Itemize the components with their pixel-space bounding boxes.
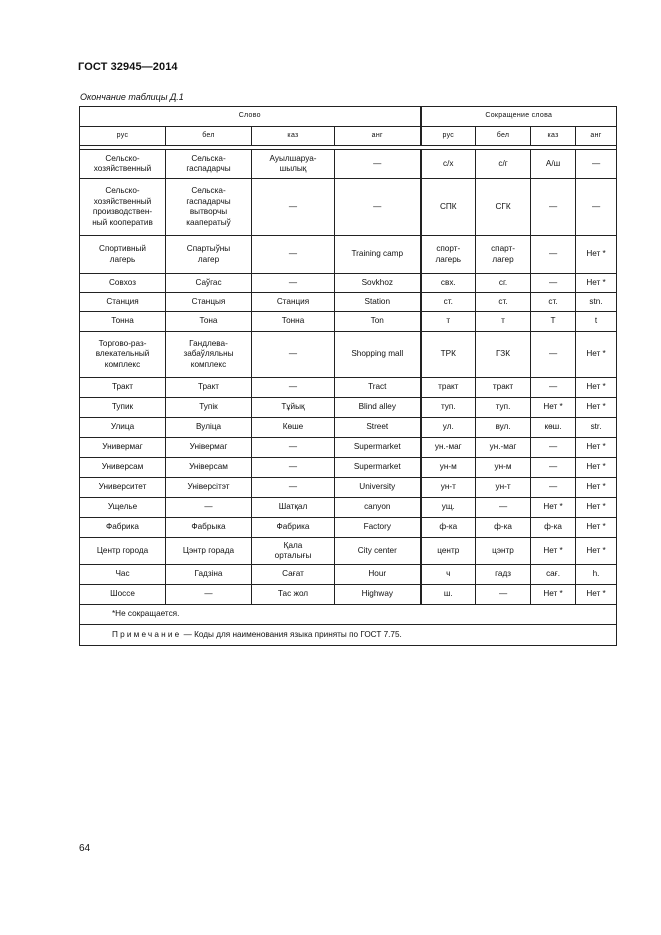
- table-row: [80, 518, 617, 538]
- table-cell: Нет *: [576, 438, 617, 458]
- table-note: [80, 625, 617, 646]
- table-cell: —: [531, 332, 576, 378]
- table-cell: ун.-маг: [476, 438, 531, 458]
- table-cell: Станция: [80, 293, 166, 312]
- table-cell: ун-м: [421, 458, 476, 478]
- table-cell: stn.: [576, 293, 617, 312]
- table-cell: ст.: [531, 293, 576, 312]
- column-header: каз: [252, 127, 335, 146]
- table-cell: Нет *: [531, 398, 576, 418]
- table-cell: Ton: [335, 312, 421, 332]
- table-cell: ун.-маг: [421, 438, 476, 458]
- table-cell: Нет *: [531, 585, 576, 605]
- table-cell: Нет *: [576, 585, 617, 605]
- table-cell: Tract: [335, 378, 421, 398]
- table-cell: ст.: [421, 293, 476, 312]
- table-cell: Шатқал: [252, 498, 335, 518]
- table-cell: City center: [335, 538, 421, 565]
- table-row: [80, 378, 617, 398]
- table-cell: СПК: [421, 179, 476, 236]
- table-row: [80, 312, 617, 332]
- table-cell: с/г: [476, 150, 531, 179]
- column-header: рус: [421, 127, 476, 146]
- table-cell: ун-т: [476, 478, 531, 498]
- table-cell: —: [166, 585, 252, 605]
- table-row: [80, 150, 617, 179]
- table-cell: Улица: [80, 418, 166, 438]
- table-cell: Тракт: [166, 378, 252, 398]
- table-cell: вул.: [476, 418, 531, 438]
- table-cell: Универмаг: [80, 438, 166, 458]
- table-cell: str.: [576, 418, 617, 438]
- table-cell: Нет *: [531, 538, 576, 565]
- table-cell: Ущелье: [80, 498, 166, 518]
- table-cell: —: [476, 498, 531, 518]
- table-cell: Тупік: [166, 398, 252, 418]
- table-cell: Нет *: [576, 518, 617, 538]
- table-cell: Blind alley: [335, 398, 421, 418]
- table-cell: ф-ка: [531, 518, 576, 538]
- table-cell: —: [531, 378, 576, 398]
- table-cell: Спортивный лагерь: [80, 236, 166, 274]
- table-cell: Тона: [166, 312, 252, 332]
- table-cell: тракт: [421, 378, 476, 398]
- table-row: [80, 585, 617, 605]
- table-cell: гадз: [476, 565, 531, 585]
- table-cell: —: [531, 274, 576, 293]
- table-cell: —: [252, 378, 335, 398]
- table-cell: Сельско- хозяйственный производствен- ный кооператив: [80, 179, 166, 236]
- table-cell: сг.: [476, 274, 531, 293]
- table-cell: сағ.: [531, 565, 576, 585]
- table-cell: Тонна: [80, 312, 166, 332]
- table-cell: —: [252, 236, 335, 274]
- table-cell: Совхоз: [80, 274, 166, 293]
- table-cell: Сағат: [252, 565, 335, 585]
- table-cell: —: [576, 150, 617, 179]
- table-cell: ул.: [421, 418, 476, 438]
- table-cell: ГЗК: [476, 332, 531, 378]
- table-cell: туп.: [476, 398, 531, 418]
- table-cell: Універсітэт: [166, 478, 252, 498]
- column-header: рус: [80, 127, 166, 146]
- table-cell: Университет: [80, 478, 166, 498]
- table-cell: Універсам: [166, 458, 252, 478]
- table-row: [80, 418, 617, 438]
- column-header: анг: [335, 127, 421, 146]
- table-cell: Hour: [335, 565, 421, 585]
- note-label: Примечание: [112, 629, 182, 639]
- table-cell: спорт- лагерь: [421, 236, 476, 274]
- group-header-abbreviation: Сокращение слова: [421, 107, 617, 127]
- page-number: 64: [79, 843, 91, 854]
- table-cell: —: [335, 150, 421, 179]
- table-cell: —: [252, 478, 335, 498]
- table-cell: Саўгас: [166, 274, 252, 293]
- table-cell: тракт: [476, 378, 531, 398]
- table-cell: ф-ка: [421, 518, 476, 538]
- table-cell: с/х: [421, 150, 476, 179]
- table-cell: —: [476, 585, 531, 605]
- table-cell: Сельско- хозяйственный: [80, 150, 166, 179]
- table-cell: —: [335, 179, 421, 236]
- table-cell: —: [576, 179, 617, 236]
- column-header: анг: [576, 127, 617, 146]
- table-cell: Цэнтр горада: [166, 538, 252, 565]
- table-cell: Фабрика: [80, 518, 166, 538]
- document-header: ГОСТ 32945—2014: [78, 61, 178, 73]
- table-cell: Нет *: [576, 378, 617, 398]
- table-cell: —: [531, 458, 576, 478]
- table-cell: Сельска- гаспадарчы вытворчы кааператыў: [166, 179, 252, 236]
- table-cell: Нет *: [576, 478, 617, 498]
- table-row: [80, 274, 617, 293]
- table-cell: Нет *: [576, 274, 617, 293]
- table-cell: —: [252, 438, 335, 458]
- table-cell: ч: [421, 565, 476, 585]
- table-cell: —: [166, 498, 252, 518]
- table-row: [80, 538, 617, 565]
- group-header-word: Слово: [80, 107, 421, 127]
- table-cell: ун-т: [421, 478, 476, 498]
- table-cell: Тұйық: [252, 398, 335, 418]
- table-cell: Нет *: [576, 498, 617, 518]
- table-cell: ст.: [476, 293, 531, 312]
- table-cell: Нет *: [576, 538, 617, 565]
- table-cell: Фабрика: [252, 518, 335, 538]
- table-cell: h.: [576, 565, 617, 585]
- table-cell: —: [252, 458, 335, 478]
- table-row: [80, 565, 617, 585]
- table-cell: Нет *: [576, 458, 617, 478]
- table-cell: ун-м: [476, 458, 531, 478]
- table-cell: Тупик: [80, 398, 166, 418]
- table-cell: Спартыўны лагер: [166, 236, 252, 274]
- table-cell: А/ш: [531, 150, 576, 179]
- table-cell: цэнтр: [476, 538, 531, 565]
- table-caption: Окончание таблицы Д.1: [80, 92, 184, 102]
- table-cell: ТРК: [421, 332, 476, 378]
- table-cell: Т: [531, 312, 576, 332]
- table-cell: Станция: [252, 293, 335, 312]
- table-cell: Training camp: [335, 236, 421, 274]
- table-cell: спарт- лагер: [476, 236, 531, 274]
- table-cell: т: [476, 312, 531, 332]
- table-cell: Шоссе: [80, 585, 166, 605]
- table-cell: Қала орталығы: [252, 538, 335, 565]
- table-cell: свх.: [421, 274, 476, 293]
- table-cell: Sovkhoz: [335, 274, 421, 293]
- table-cell: т: [421, 312, 476, 332]
- table-cell: Нет *: [576, 398, 617, 418]
- table-cell: Factory: [335, 518, 421, 538]
- footnote: *Не сокращается.: [80, 605, 617, 625]
- table-cell: University: [335, 478, 421, 498]
- table-cell: Тонна: [252, 312, 335, 332]
- table-row: [80, 236, 617, 274]
- table-cell: canyon: [335, 498, 421, 518]
- column-header: каз: [531, 127, 576, 146]
- table-row: [80, 398, 617, 418]
- table-cell: Highway: [335, 585, 421, 605]
- table-cell: Центр города: [80, 538, 166, 565]
- table-row: [80, 478, 617, 498]
- table-row: [80, 498, 617, 518]
- table-cell: Тас жол: [252, 585, 335, 605]
- table-cell: Торгово-раз- влекательный комплекс: [80, 332, 166, 378]
- table-cell: Station: [335, 293, 421, 312]
- table-cell: Универсам: [80, 458, 166, 478]
- table-cell: туп.: [421, 398, 476, 418]
- table-cell: Shopping mall: [335, 332, 421, 378]
- table-row: [80, 332, 617, 378]
- table-cell: Көше: [252, 418, 335, 438]
- table-cell: Фабрыка: [166, 518, 252, 538]
- table-cell: —: [252, 332, 335, 378]
- table-cell: —: [531, 179, 576, 236]
- abbreviation-table: [79, 106, 617, 646]
- table-cell: Гандлева- забаўляльны комплекс: [166, 332, 252, 378]
- column-header: бел: [476, 127, 531, 146]
- table-cell: Час: [80, 565, 166, 585]
- table-cell: Ауылшаруа- шылық: [252, 150, 335, 179]
- table-cell: Supermarket: [335, 458, 421, 478]
- table-cell: Supermarket: [335, 438, 421, 458]
- table-cell: көш.: [531, 418, 576, 438]
- table-cell: Станцыя: [166, 293, 252, 312]
- table-cell: —: [252, 274, 335, 293]
- table-cell: Універмаг: [166, 438, 252, 458]
- table-cell: Нет *: [576, 332, 617, 378]
- table-cell: Нет *: [531, 498, 576, 518]
- table-row: [80, 458, 617, 478]
- table-cell: —: [252, 179, 335, 236]
- column-header: бел: [166, 127, 252, 146]
- table-cell: Сельска- гаспадарчы: [166, 150, 252, 179]
- table-cell: центр: [421, 538, 476, 565]
- table-cell: —: [531, 438, 576, 458]
- table-cell: Street: [335, 418, 421, 438]
- table-cell: ущ.: [421, 498, 476, 518]
- table-cell: —: [531, 236, 576, 274]
- note-text: — Коды для наименования языка приняты по ГОСТ 7.75.: [181, 629, 402, 639]
- table-cell: ш.: [421, 585, 476, 605]
- table-cell: СГК: [476, 179, 531, 236]
- table-cell: Гадзіна: [166, 565, 252, 585]
- table-body: [80, 150, 617, 605]
- table-cell: Тракт: [80, 378, 166, 398]
- table-row: [80, 438, 617, 458]
- table-cell: —: [531, 478, 576, 498]
- table-cell: Вуліца: [166, 418, 252, 438]
- table-cell: ф-ка: [476, 518, 531, 538]
- table-row: [80, 179, 617, 236]
- table-row: [80, 293, 617, 312]
- table-cell: t: [576, 312, 617, 332]
- table-cell: Нет *: [576, 236, 617, 274]
